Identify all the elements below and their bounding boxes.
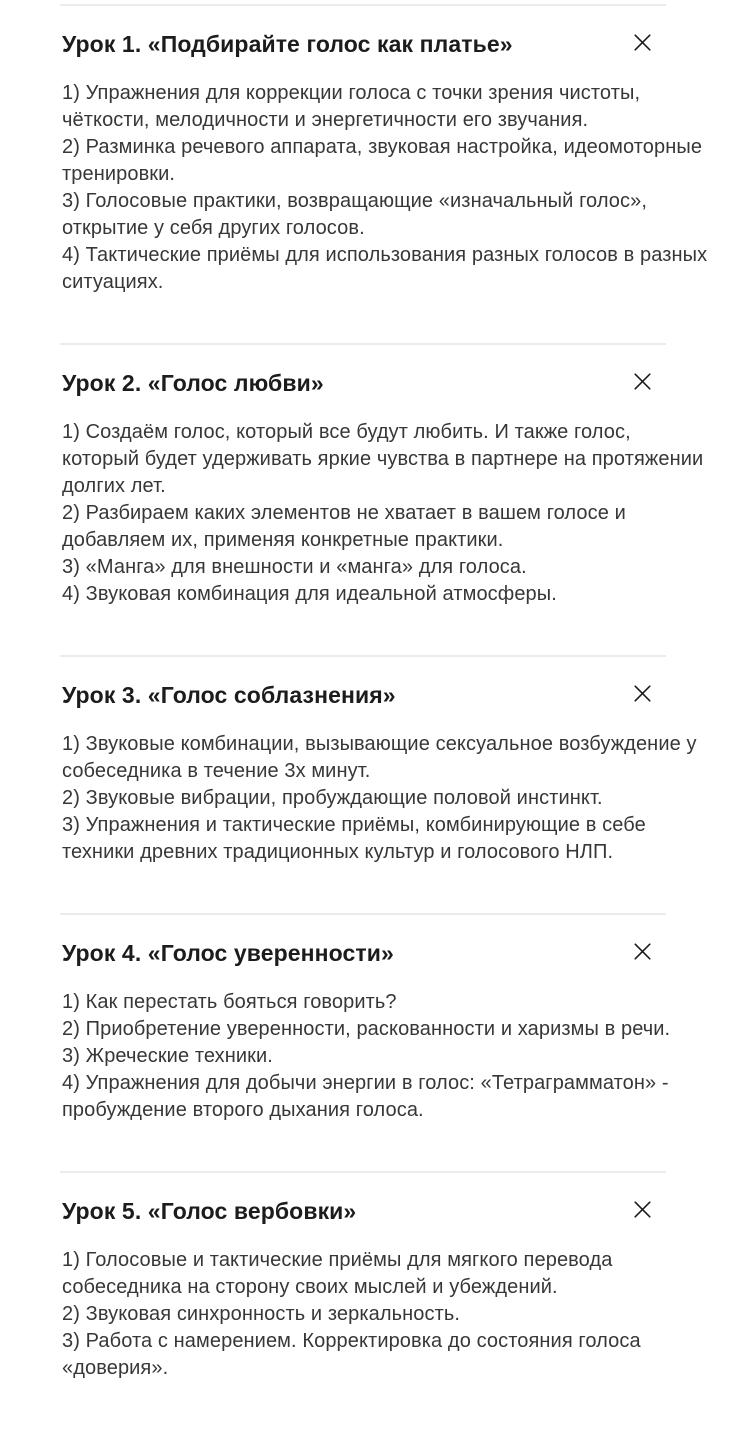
lesson-item: 4) Звуковая комбинация для идеальной атмосферы. — [62, 583, 557, 605]
lesson-item: 3) Голосовые практики, возвращающие «изначальный голос», открытие у себя других голосов. — [62, 190, 648, 239]
lesson-header — [62, 369, 712, 397]
close-icon — [631, 1198, 654, 1221]
close-icon — [631, 31, 654, 54]
lesson-item: 2) Разминка речевого аппарата, звуковая настройка, идеомоторные тренировки. — [62, 136, 703, 185]
lesson-header — [62, 1197, 712, 1225]
lesson-description — [62, 80, 712, 296]
lesson-item: 1) Упражнения для коррекции голоса с точки зрения чистоты, чёткости, мелодичности и энергетичности его звучания. — [62, 82, 641, 131]
lesson-card — [0, 343, 752, 655]
lesson-item: 2) Звуковые вибрации, пробуждающие половой инстинкт. — [62, 787, 603, 809]
lesson-description — [62, 1247, 712, 1382]
lesson-item: 3) Жреческие техники. — [62, 1045, 273, 1067]
lesson-card — [0, 4, 752, 343]
lesson-item: 4) Тактические приёмы для использования разных голосов в разных ситуациях. — [62, 244, 708, 293]
lesson-item: 1) Как перестать бояться говорить? — [62, 991, 397, 1013]
lesson-title: Урок 3. «Голос соблазнения» — [62, 682, 396, 708]
lesson-item: 3) «Манга» для внешности и «манга» для голоса. — [62, 556, 527, 578]
lesson-description — [62, 989, 712, 1124]
lesson-card — [0, 655, 752, 913]
lesson-card — [0, 1171, 752, 1429]
lesson-header — [62, 681, 712, 709]
lesson-title: Урок 2. «Голос любви» — [62, 370, 324, 396]
lesson-item: 3) Работа с намерением. Корректировка до состояния голоса «доверия». — [62, 1330, 641, 1379]
lesson-card — [0, 913, 752, 1171]
close-button[interactable] — [628, 367, 656, 395]
lesson-item: 1) Голосовые и тактические приёмы для мягкого перевода собеседника на сторону своих мыслей и убеждений. — [62, 1249, 613, 1298]
close-icon — [631, 370, 654, 393]
lesson-item: 1) Звуковые комбинации, вызывающие сексуальное возбуждение у собеседника в течение 3х минут. — [62, 733, 697, 782]
close-icon — [631, 940, 654, 963]
lesson-description — [62, 731, 712, 866]
close-icon — [631, 682, 654, 705]
lesson-title: Урок 1. «Подбирайте голос как платье» — [62, 31, 513, 57]
lesson-item: 2) Звуковая синхронность и зеркальность. — [62, 1303, 461, 1325]
lesson-title: Урок 5. «Голос вербовки» — [62, 1198, 357, 1224]
close-button[interactable] — [628, 28, 656, 56]
lesson-item: 3) Упражнения и тактические приёмы, комбинирующие в себе техники древних традиционных культур и голосового НЛП. — [62, 814, 646, 863]
lesson-item: 2) Разбираем каких элементов не хватает в вашем голосе и добавляем их, применяя конкретные практики. — [62, 502, 626, 551]
lesson-item: 1) Создаём голос, который все будут любить. И также голос, который будет удерживать яркие чувства в партнере на протяжении долгих лет. — [62, 421, 704, 497]
lesson-header — [62, 30, 712, 58]
close-button[interactable] — [628, 937, 656, 965]
close-button[interactable] — [628, 1195, 656, 1223]
lesson-description — [62, 419, 712, 608]
lesson-header — [62, 939, 712, 967]
lesson-item: 2) Приобретение уверенности, раскованности и харизмы в речи. — [62, 1018, 671, 1040]
close-button[interactable] — [628, 679, 656, 707]
lesson-item: 4) Упражнения для добычи энергии в голос: «Тетраграмматон» - пробуждение второго дыхания голоса. — [62, 1072, 669, 1121]
lesson-title: Урок 4. «Голос уверенности» — [62, 940, 394, 966]
